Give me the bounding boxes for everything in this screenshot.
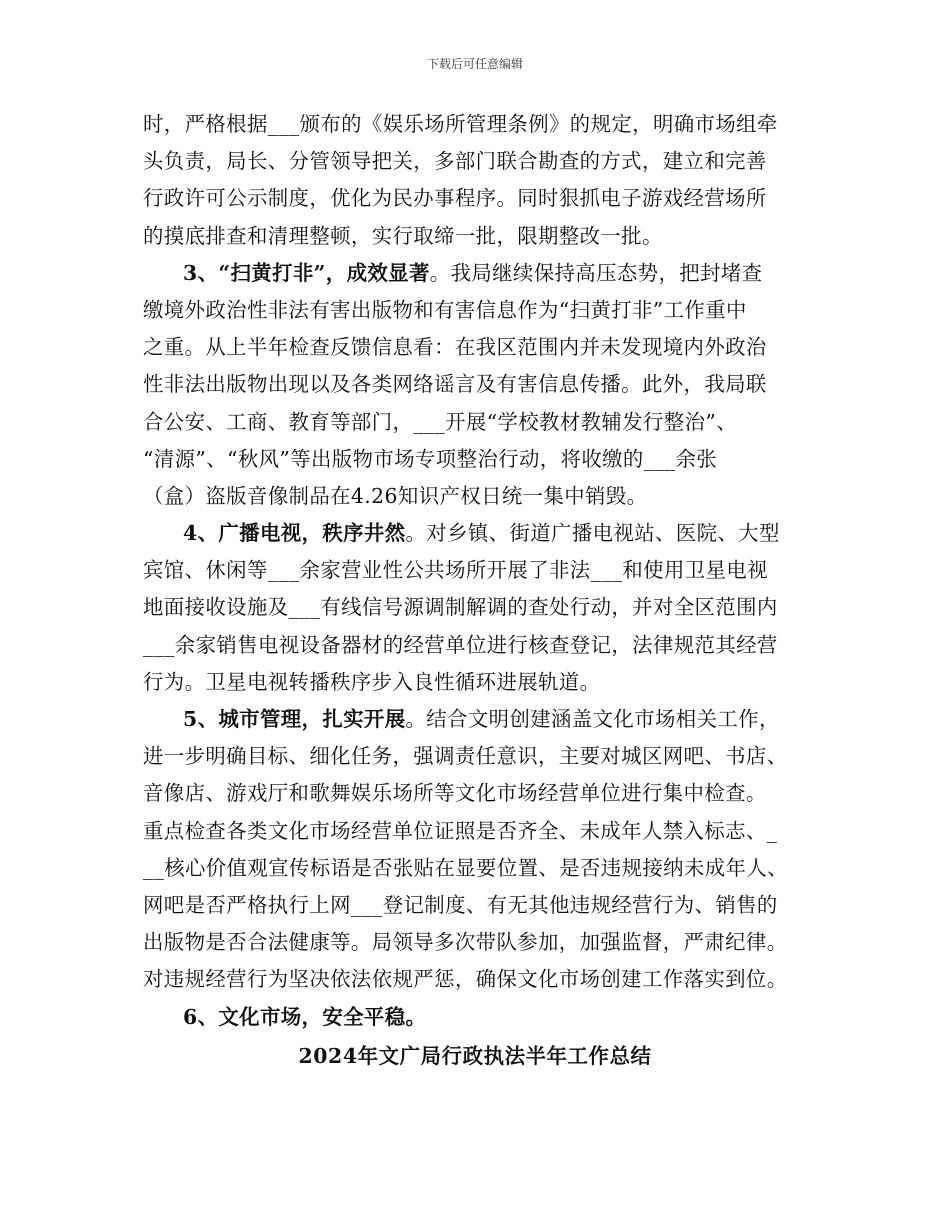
text-line: ___余家销售电视设备器材的经营单位进行核查登记，法律规范其经营 <box>143 632 778 657</box>
text-line: 头负责，局长、分管领导把关，多部门联合勘查的方式，建立和完善 <box>143 149 767 174</box>
section-heading-line <box>143 999 823 1036</box>
text-line: 行政许可公示制度，优化为民办事程序。同时狠抓电子游戏经营场所 <box>143 186 767 211</box>
text-line: 音像店、游戏厅和歌舞娱乐场所等文化市场经营单位进行集中检查。 <box>143 781 767 806</box>
text-line: 出版物是否合法健康等。局领导多次带队参加，加强监督，严肃纪律。 <box>143 930 788 955</box>
text-line: __核心价值观宣传标语是否张贴在显要位置、是否违规接纳未成年人、 <box>143 855 788 880</box>
text-line: 宾馆、休闲等___余家营业性公共场所开展了非法___和使用卫星电视 <box>143 558 768 583</box>
text-line: 地面接收设施及___有线信号源调制解调的查处行动，并对全区范围内 <box>143 595 778 620</box>
text-line: “清源”、“秋风”等出版物市场专项整治行动，将收缴的___余张 <box>143 446 718 471</box>
section-heading-line: 3、“扫黄打非”，成效显著。我局继续保持高压态势，把封堵查 <box>183 260 763 285</box>
text-line: 缴境外政治性非法有害出版物和有害信息作为“扫黄打非”工作重中 <box>143 297 747 322</box>
text-line: 行为。卫星电视转播秩序步入良性循环进展轨道。 <box>143 669 601 694</box>
section-heading: 5、城市管理，扎实开展 <box>183 707 406 731</box>
section-heading: 4、广播电视，秩序井然 <box>183 521 406 546</box>
text-line: 重点检查各类文化市场经营单位证照是否齐全、未成年人禁入标志、_ <box>143 818 778 843</box>
text-line: 网吧是否严格执行上网___登记制度、有无其他违规经营行为、销售的 <box>143 892 778 917</box>
document-body <box>143 106 823 1036</box>
text-line: 进一步明确目标、细化任务，强调责任意识，主要对城区网吧、书店、 <box>143 744 788 769</box>
text-line: 对违规经营行为坚决依法依规严惩，确保文化市场创建工作落实到位。 <box>143 967 788 992</box>
section-heading-line: 5、城市管理，扎实开展。结合文明创建涵盖文化市场相关工作， <box>183 707 780 731</box>
section-heading: 3、“扫黄打非”，成效显著 <box>183 260 430 285</box>
text-line: （盒）盗版音像制品在4.26知识产权日统一集中销毁。 <box>143 483 648 508</box>
text-line: 合公安、工商、教育等部门，___开展“学校教材教辅发行整治”、 <box>143 409 737 434</box>
text-line: 时，严格根据___颁布的《娱乐场所管理条例》的规定，明确市场组牵 <box>143 112 778 136</box>
text-line: 之重。从上半年检查反馈信息看：在我区范围内并未发现境内外政治 <box>143 335 767 360</box>
text-line: 的摸底排查和清理整顿，实行取缔一批，限期整改一批。 <box>143 223 663 248</box>
section-heading-line: 4、广播电视，秩序井然。对乡镇、街道广播电视站、医院、大型 <box>183 521 780 546</box>
page-header: 下载后可任意编辑 <box>426 57 523 71</box>
document-title: 2024年文广局行政执法半年工作总结 <box>298 1044 652 1068</box>
section-heading: 6、文化市场，安全平稳。 <box>183 1004 427 1029</box>
text-line: 性非法出版物出现以及各类网络谣言及有害信息传播。此外，我局联 <box>143 372 767 397</box>
